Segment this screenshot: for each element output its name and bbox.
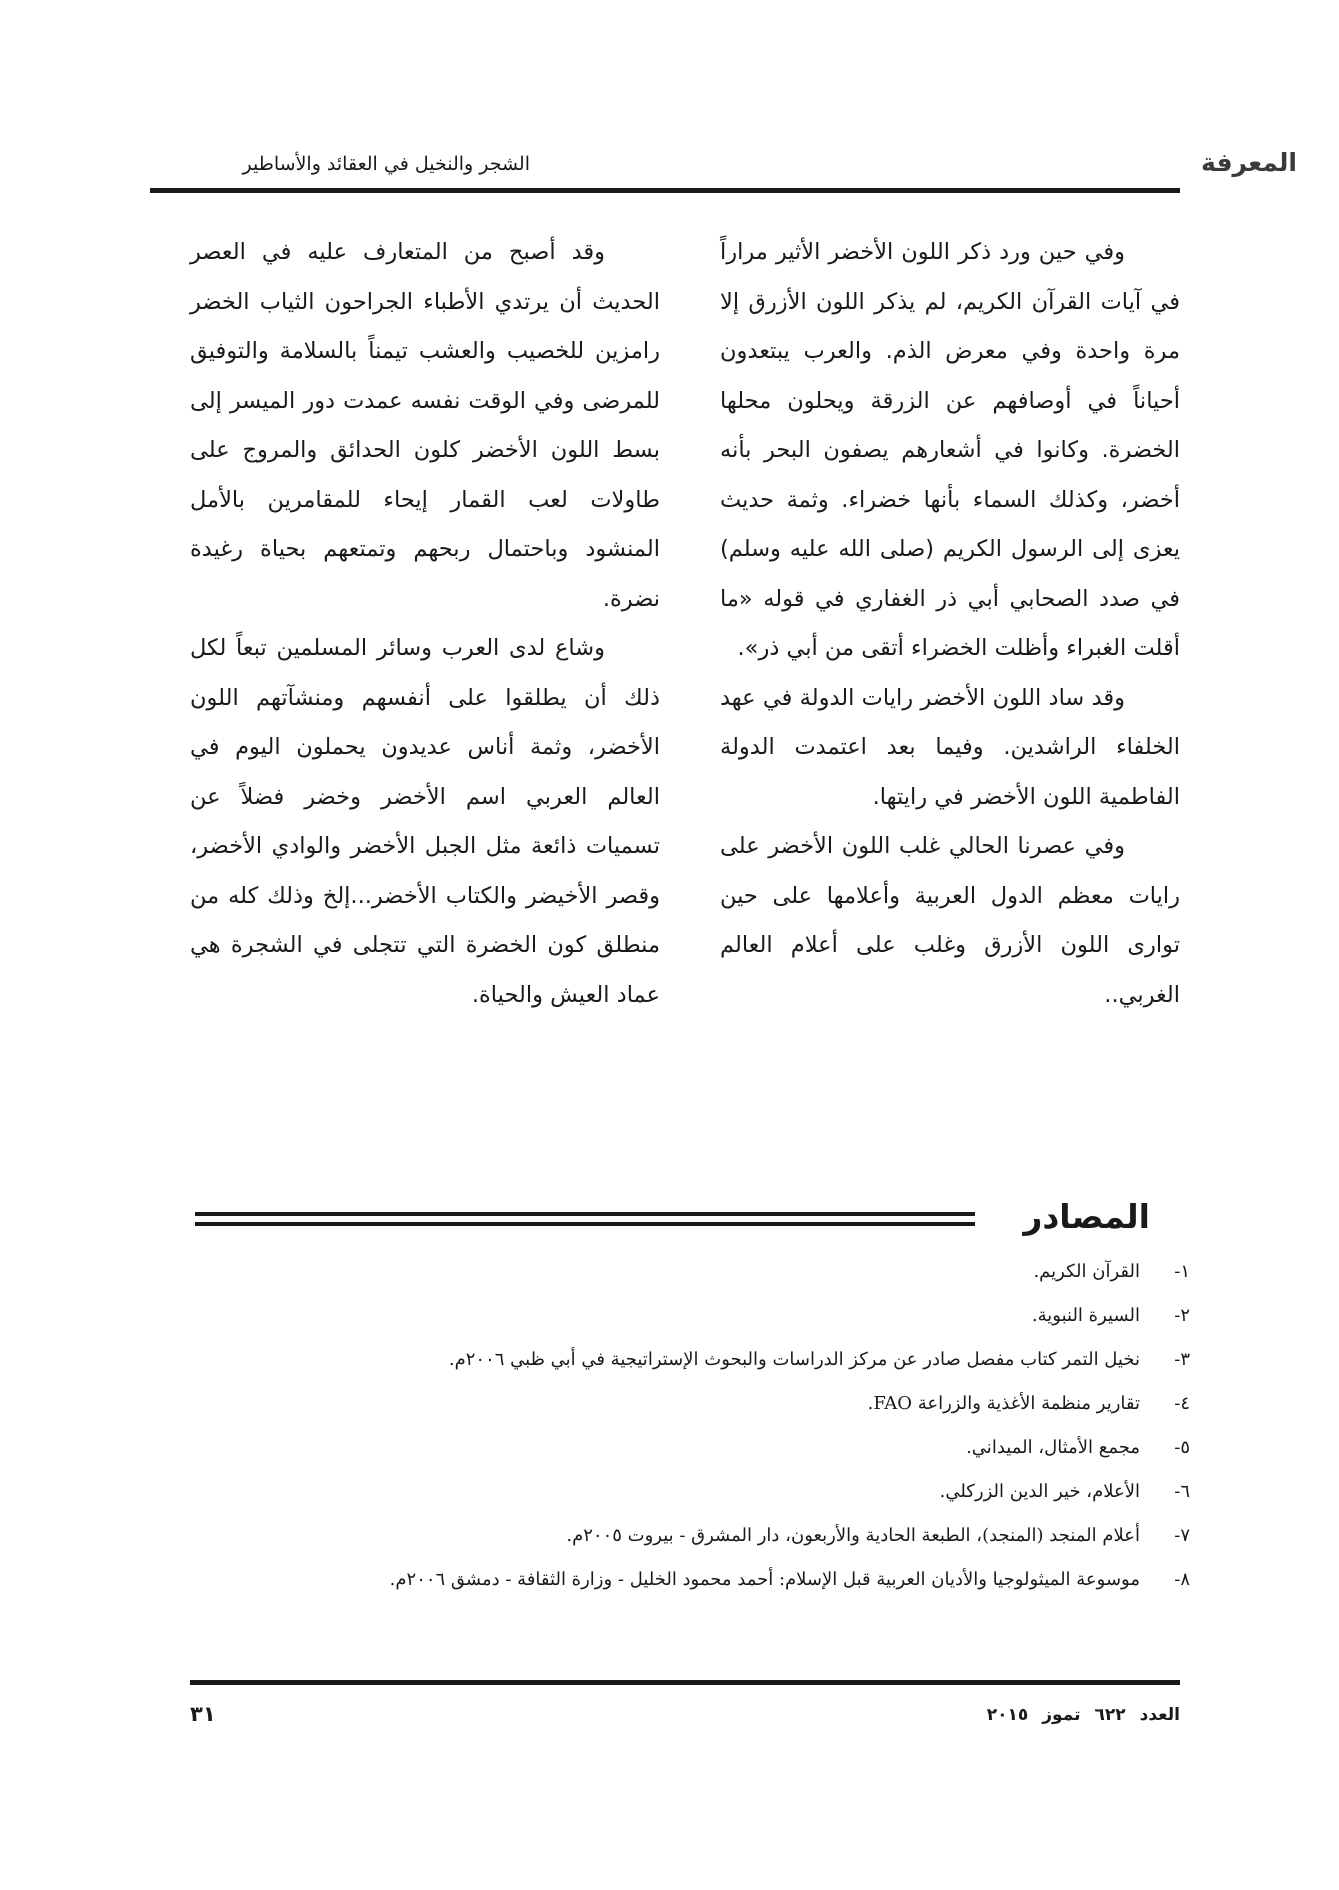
- source-item: [190, 1338, 1190, 1382]
- paragraph: وشاع لدى العرب وسائر المسلمين تبعاً لكل ذلك أن يطلقوا على أنفسهم ومنشآتهم اللون الأخضر، وثمة أناس عديدون يحملون اليوم في العالم العربي اسم الأخضر وخضر فضلاً عن تسميات ذائعة مثل الجبل الأخضر والوادي الأخضر، وقصر الأخيضر والكتاب الأخضر...إلخ وذلك كله من منطلق كون الخضرة التي تتجلى في الشجرة هي عماد العيش والحياة.: [190, 635, 660, 1008]
- source-number: ٤-: [1174, 1393, 1190, 1414]
- running-title: الشجر والنخيل في العقائد والأساطير: [242, 153, 530, 175]
- source-number: ٧-: [1174, 1525, 1190, 1546]
- source-number: ١-: [1174, 1261, 1190, 1282]
- source-item: [190, 1382, 1190, 1426]
- issue-info: [880, 1700, 1180, 1730]
- paragraph: وفي حين ورد ذكر اللون الأخضر الأثير مراراً في آيات القرآن الكريم، لم يذكر اللون الأزرق إلا مرة واحدة وفي معرض الذم. والعرب يبتعدون أحياناً في أوصافهم عن الزرقة ويحلون محلها الخضرة. وكانوا في أشعارهم يصفون البحر بأنه أخضر، وكذلك السماء بأنها خضراء. وثمة حديث يعزى إلى الرسول الكريم (صلى الله عليه وسلم) في صدد الصحابي أبي ذر الغفاري في قوله «ما أقلت الغبراء وأظلت الخضراء أتقى من أبي ذر».: [720, 239, 1180, 661]
- header-rule: [150, 188, 1180, 193]
- source-text: مجمع الأمثال، الميداني.: [966, 1437, 1140, 1458]
- source-text: السيرة النبوية.: [1031, 1305, 1140, 1326]
- source-text: أعلام المنجد (المنجد)، الطبعة الحادية والأربعون، دار المشرق - بيروت ٢٠٠٥م.: [566, 1525, 1140, 1546]
- paragraph: وفي عصرنا الحالي غلب اللون الأخضر على رايات معظم الدول العربية وأعلامها على حين توارى اللون الأزرق وغلب على أعلام العالم الغربي..: [720, 833, 1180, 1008]
- paragraph: وقد ساد اللون الأخضر رايات الدولة في عهد الخلفاء الراشدين. وفيما بعد اعتمدت الدولة الفاطمية اللون الأخضر في رايتها.: [720, 684, 1180, 810]
- sources-rule-top: [195, 1212, 975, 1216]
- sources-list: [190, 1250, 1190, 1602]
- issue-label: العدد: [1139, 1705, 1180, 1725]
- source-item: [190, 1250, 1190, 1294]
- sources-heading: المصادر: [1023, 1197, 1150, 1236]
- source-item: [190, 1470, 1190, 1514]
- source-text: تقارير منظمة الأغذية والزراعة FAO.: [867, 1393, 1140, 1414]
- source-item: [190, 1558, 1190, 1602]
- source-number: ٢-: [1174, 1305, 1190, 1326]
- source-number: ٨-: [1174, 1569, 1190, 1590]
- source-item: [190, 1426, 1190, 1470]
- article-column-left: [190, 228, 660, 1020]
- source-number: ٦-: [1174, 1481, 1190, 1502]
- page-number: ٣١: [190, 1702, 216, 1726]
- magazine-logo: المعرفة: [1201, 148, 1297, 177]
- source-number: ٥-: [1174, 1437, 1190, 1458]
- issue-number: ٦٢٢: [1094, 1705, 1126, 1725]
- source-item: [190, 1294, 1190, 1338]
- article-column-right: [720, 228, 1180, 1020]
- issue-year: ٢٠١٥: [986, 1705, 1029, 1725]
- footer-rule: [190, 1680, 1180, 1685]
- source-text: الأعلام، خير الدين الزركلي.: [939, 1481, 1140, 1502]
- sources-rule-bottom: [195, 1222, 975, 1226]
- paragraph: وقد أصبح من المتعارف عليه في العصر الحديث أن يرتدي الأطباء الجراحون الثياب الخضر رامزين للخصيب والعشب تيمناً بالسلامة والتوفيق للمرضى وفي الوقت نفسه عمدت دور الميسر إلى بسط اللون الأخضر كلون الحدائق والمروج على طاولات لعب القمار إيحاء للمقامرين بالأمل المنشود وباحتمال ربحهم وتمتعهم بحياة رغيدة نضرة.: [190, 239, 660, 612]
- issue-month: تموز: [1042, 1705, 1081, 1725]
- source-number: ٣-: [1174, 1349, 1190, 1370]
- source-text: نخيل التمر كتاب مفصل صادر عن مركز الدراسات والبحوث الإستراتيجية في أبي ظبي ٢٠٠٦م.: [448, 1349, 1140, 1370]
- source-item: [190, 1514, 1190, 1558]
- source-text: القرآن الكريم.: [1033, 1261, 1140, 1282]
- source-text: موسوعة الميثولوجيا والأديان العربية قبل الإسلام: أحمد محمود الخليل - وزارة الثقافة - دمشق ٢٠٠٦م.: [389, 1569, 1140, 1590]
